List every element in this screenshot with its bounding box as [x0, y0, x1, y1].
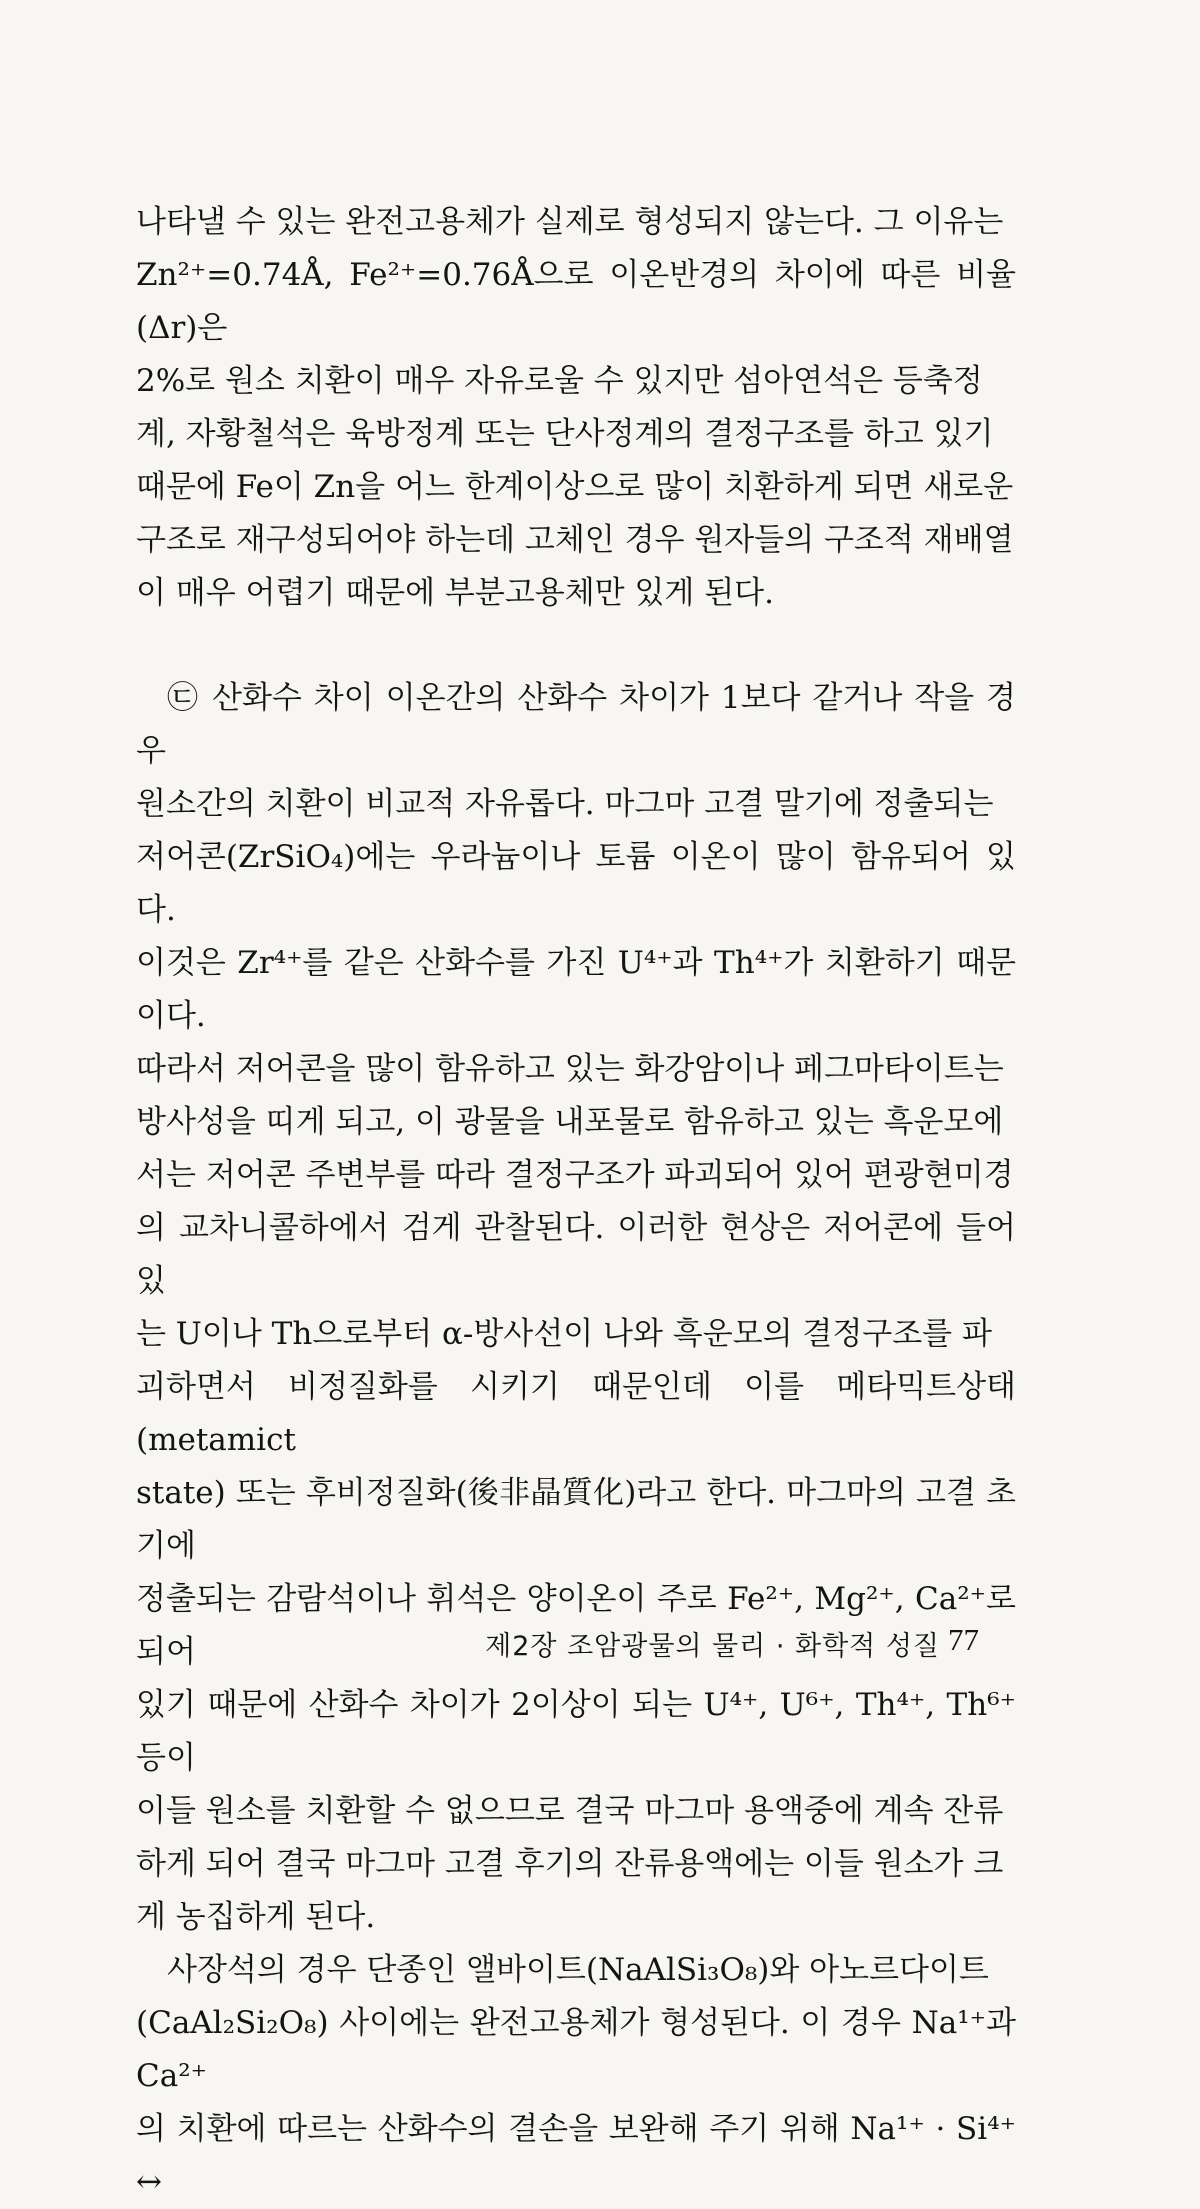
text-line: 정출되는 감람석이나 휘석은 양이온이 주로 Fe²⁺, Mg²⁺, Ca²⁺로 되어 — [136, 1581, 1016, 1670]
page-number: 77 — [948, 1622, 979, 1657]
text-line: state) 또는 후비정질화(後非晶質化)라고 한다. 마그마의 고결 초기에 — [136, 1475, 1016, 1564]
text-line: 따라서 저어콘을 많이 함유하고 있는 화강암이나 페그마타이트는 — [136, 1051, 1004, 1087]
text-line: 때문에 Fe이 Zn을 어느 한계이상으로 많이 치환하게 되면 새로운 — [136, 469, 1014, 505]
text-line: 게 농집하게 된다. — [136, 1899, 376, 1935]
running-footer-title: 제2장 조암광물의 물리 · 화학적 성질 — [485, 1631, 940, 1662]
text-line: 원소간의 치환이 비교적 자유롭다. 마그마 고결 말기에 정출되는 — [136, 786, 994, 822]
text-line: 이 매우 어렵기 때문에 부분고용체만 있게 된다. — [136, 575, 774, 611]
text-line: 방사성을 띠게 되고, 이 광물을 내포물로 함유하고 있는 흑운모에 — [136, 1104, 1004, 1140]
text-line: 서는 저어콘 주변부를 따라 결정구조가 파괴되어 있어 편광현미경 — [136, 1157, 1014, 1193]
text-line: 계, 자황철석은 육방정계 또는 단사정계의 결정구조를 하고 있기 — [136, 416, 994, 452]
text-line: 괴하면서 비정질화를 시키기 때문인데 이를 메타믹트상태(metamict — [136, 1369, 1016, 1458]
text-line: 저어콘(ZrSiO₄)에는 우라늄이나 토륨 이온이 많이 함유되어 있다. — [136, 839, 1016, 928]
text-line: 구조로 재구성되어야 하는데 고체인 경우 원자들의 구조적 재배열 — [136, 522, 1014, 558]
text-line: 이들 원소를 치환할 수 없으므로 결국 마그마 용액중에 계속 잔류 — [136, 1793, 1004, 1829]
text-line: 는 U이나 Th으로부터 α-방사선이 나와 흑운모의 결정구조를 파 — [136, 1316, 992, 1352]
text-line: (CaAl₂Si₂O₈) 사이에는 완전고용체가 형성된다. 이 경우 Na¹⁺과 Ca²⁺ — [136, 2005, 1016, 2094]
text-line: 2%로 원소 치환이 매우 자유로울 수 있지만 섬아연석은 등축정 — [136, 363, 983, 399]
text-line: ㉢ 산화수 차이 이온간의 산화수 차이가 1보다 같거나 작을 경우 — [136, 680, 1016, 769]
text-line: 나타낼 수 있는 완전고용체가 실제로 형성되지 않는다. 그 이유는 — [136, 204, 1004, 240]
text-line: 이것은 Zr⁴⁺를 같은 산화수를 가진 U⁴⁺과 Th⁴⁺가 치환하기 때문이다. — [136, 945, 1016, 1034]
text-line: 사장석의 경우 단종인 앨바이트(NaAlSi₃O₈)와 아노르다이트 — [167, 1952, 989, 1988]
text-line: 있기 때문에 산화수 차이가 2이상이 되는 U⁴⁺, U⁶⁺, Th⁴⁺, Th⁶⁺ 등이 — [136, 1687, 1016, 1776]
body-text — [136, 196, 1016, 2209]
text-line: Zn²⁺=0.74Å, Fe²⁺=0.76Å으로 이온반경의 차이에 따른 비율(Δr)은 — [136, 257, 1016, 346]
text-line: 하게 되어 결국 마그마 고결 후기의 잔류용액에는 이들 원소가 크 — [136, 1846, 1004, 1882]
text-line: 의 교차니콜하에서 검게 관찰된다. 이러한 현상은 저어콘에 들어 있 — [136, 1210, 1016, 1299]
text-line: 의 치환에 따르는 산화수의 결손을 보완해 주기 위해 Na¹⁺ · Si⁴⁺ ↔ — [136, 2111, 1016, 2200]
